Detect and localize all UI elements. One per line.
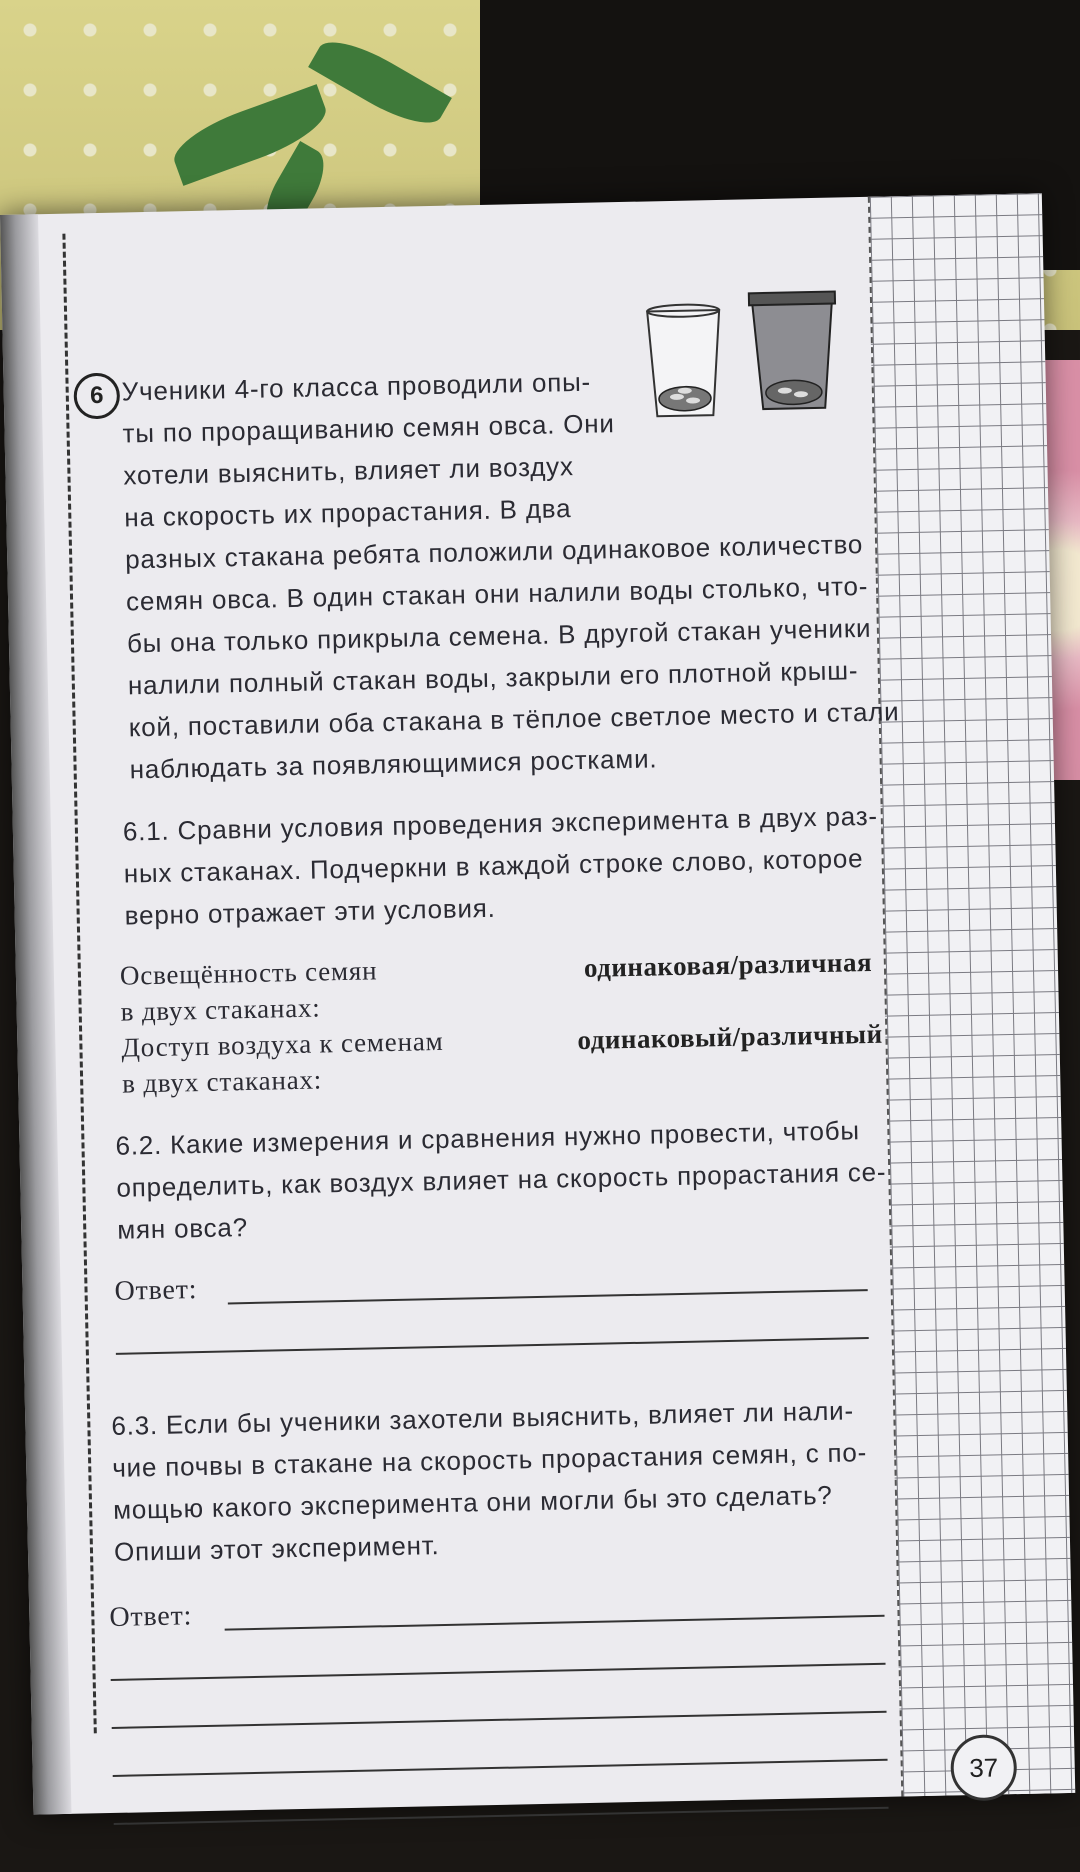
task-number: 6 xyxy=(73,373,120,420)
q63-answer-line[interactable] xyxy=(225,1615,885,1631)
q63-line: мощью какого эксперимента они могли бы это сделать? xyxy=(112,1479,833,1525)
q63-answer-line[interactable] xyxy=(113,1759,888,1777)
q61-row-label: в двух стаканах: xyxy=(120,992,321,1027)
task-intro-line: разных стакана ребята положили одинаковое количество xyxy=(124,528,864,575)
page-spine xyxy=(0,214,71,1814)
q63-line: Опиши этот эксперимент. xyxy=(113,1530,440,1567)
q63-line: 6.3. Если бы ученики захотели выяснить, влияет ли нали- xyxy=(111,1395,855,1441)
q63-answer-line[interactable] xyxy=(112,1711,887,1729)
task-intro-line: налили полный стакан воды, закрыли его плотной крыш- xyxy=(127,655,859,701)
q62-line: определить, как воздух влияет на скорость прорастания се- xyxy=(116,1156,887,1203)
page-number: 37 xyxy=(950,1734,1017,1801)
task-intro-line: ты по проращиванию семян овса. Они xyxy=(122,408,616,449)
task-intro-line: Ученики 4-го класса проводили опы- xyxy=(121,366,592,407)
task-intro-line: хотели выяснить, влияет ли воздух xyxy=(123,451,575,491)
q63-answer-line[interactable] xyxy=(111,1663,886,1681)
q62-answer-line[interactable] xyxy=(228,1289,868,1304)
task-intro-line: семян овса. В один стакан они налили воды столько, что- xyxy=(125,570,869,617)
q61-row-label: Доступ воздуха к семенам xyxy=(121,1025,444,1063)
task-intro-line: наблюдать за появляющимися ростками. xyxy=(129,743,658,785)
grid-margin xyxy=(868,193,1075,1796)
q61-line: ных стаканах. Подчеркни в каждой строке слово, которое xyxy=(123,843,864,889)
q63-line: чие почвы в стакане на скорость прорастания семян, с по- xyxy=(111,1437,868,1483)
task-intro-line: бы она только прикрыла семена. В другой стакан ученики xyxy=(126,612,872,659)
q61-row-label: в двух стаканах: xyxy=(121,1064,323,1099)
open-glass-icon xyxy=(647,304,721,416)
q62-line: мян овса? xyxy=(116,1212,249,1245)
q62-answer-label: Ответ: xyxy=(114,1274,198,1307)
q61-option-air[interactable]: одинаковый/различный xyxy=(577,1018,883,1056)
q61-line: 6.1. Сравни условия проведения эксперимента в двух раз- xyxy=(122,800,879,847)
glasses-illustration xyxy=(637,287,880,432)
workbook-page xyxy=(0,193,1073,1814)
covered-glass-icon xyxy=(749,292,837,410)
q63-answer-label: Ответ: xyxy=(109,1600,193,1634)
q62-line: 6.2. Какие измерения и сравнения нужно провести, чтобы xyxy=(115,1115,861,1161)
q61-option-lighting[interactable]: одинаковая/различная xyxy=(583,946,873,983)
q61-row-label: Освещённость семян xyxy=(119,955,378,991)
task-intro-line: на скорость их прорастания. В два xyxy=(124,493,572,533)
task-intro-line: кой, поставили оба стакана в тёплое светлое место и стали xyxy=(128,696,900,743)
q62-answer-line[interactable] xyxy=(116,1337,869,1355)
perforation-line xyxy=(62,234,96,1734)
q63-answer-line[interactable] xyxy=(114,1807,889,1825)
q61-line: верно отражает эти условия. xyxy=(124,892,496,931)
